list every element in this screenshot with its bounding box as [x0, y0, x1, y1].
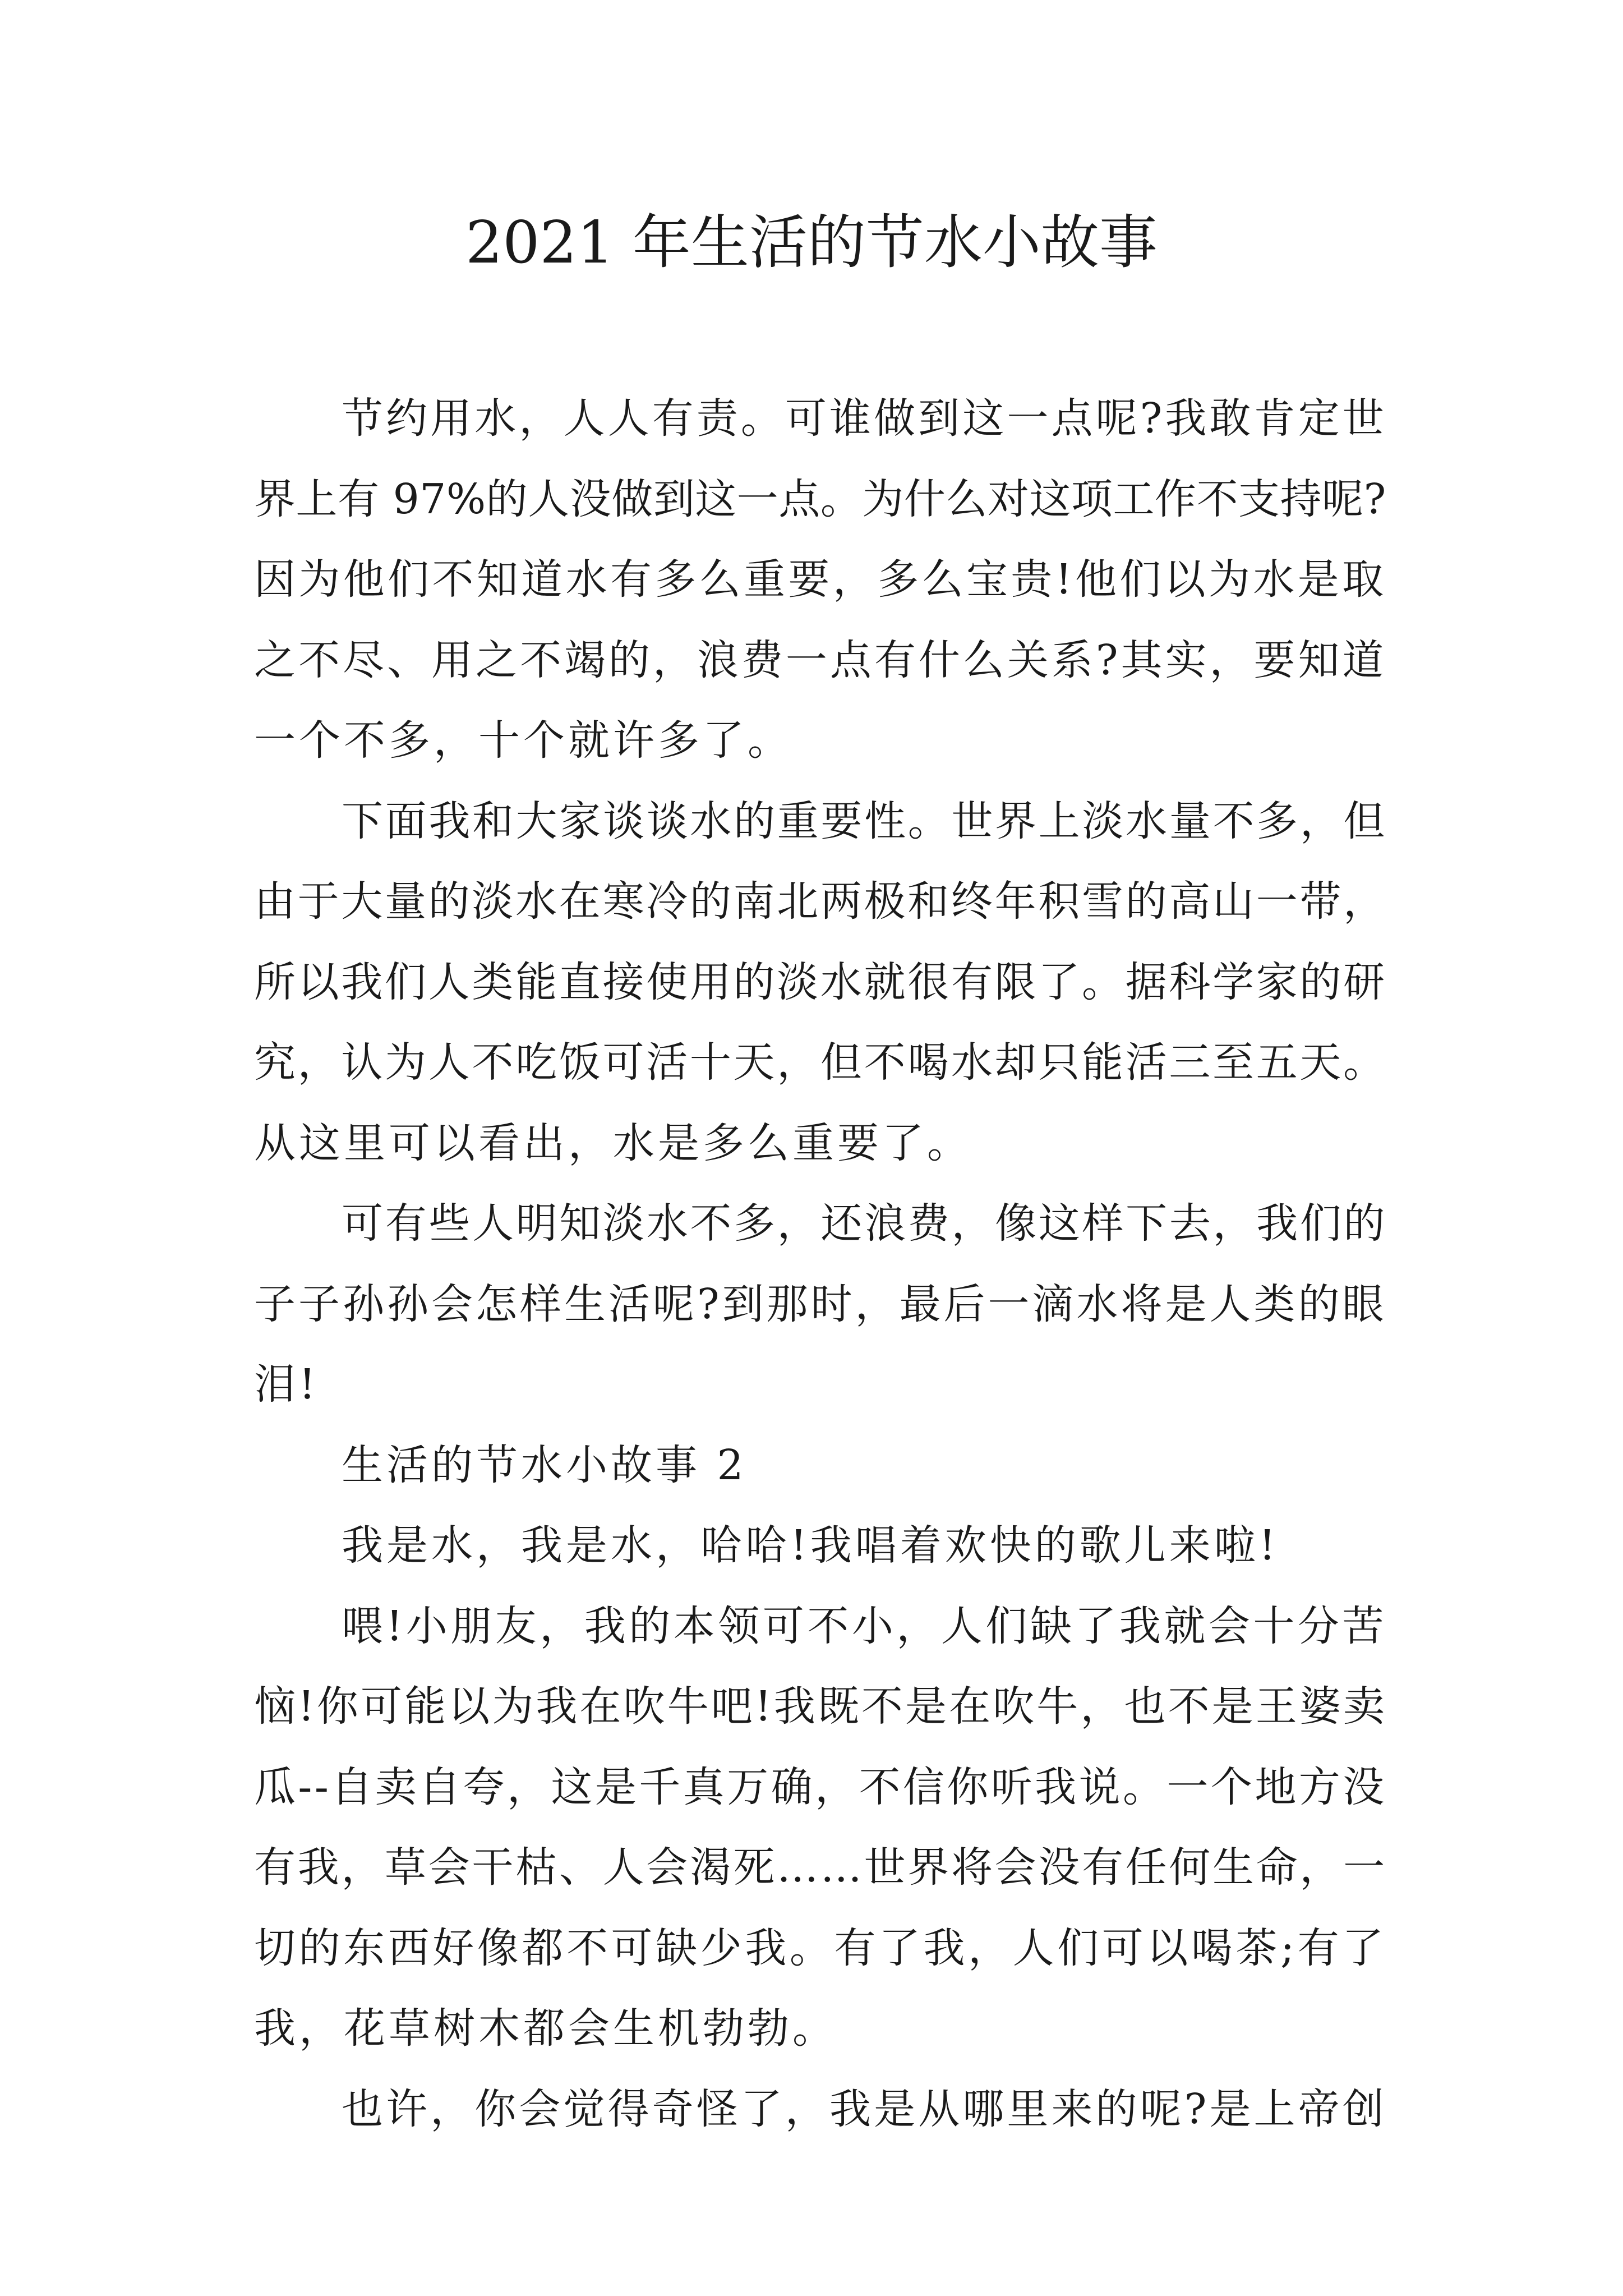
text-line: 由于大量的淡水在寒冷的南北两极和终年积雪的高山一带，: [254, 877, 1387, 926]
text-line: 生活的节水小故事 2: [342, 1441, 747, 1489]
document-body: [254, 379, 1390, 2150]
text-line: 究，认为人不吃饭可活十天，但不喝水却只能活三至五天。: [254, 1038, 1387, 1087]
text-line: 我，花草树木都会生机勃勃。: [254, 2004, 837, 2053]
text-line: 下面我和大家谈谈水的重要性。世界上淡水量不多，但: [342, 797, 1387, 845]
text-line: 之不尽、用之不竭的，浪费一点有什么关系?其实，要知道: [254, 636, 1387, 684]
text-line: 界上有 97%的人没做到这一点。为什么对这项工作不支持呢?: [254, 475, 1386, 523]
text-line: 恼!你可能以为我在吹牛吧!我既不是在吹牛，也不是王婆卖: [254, 1682, 1387, 1731]
text-line: 一个不多，十个就许多了。: [254, 716, 792, 765]
text-line: 节约用水，人人有责。可谁做到这一点呢?我敢肯定世: [342, 394, 1387, 443]
text-line: 从这里可以看出，水是多么重要了。: [254, 1119, 972, 1167]
text-line: 瓜--自卖自夸，这是千真万确，不信你听我说。一个地方没: [254, 1763, 1387, 1811]
text-line: 可有些人明知淡水不多，还浪费，像这样下去，我们的: [342, 1199, 1387, 1248]
text-line: 我是水，我是水，哈哈!我唱着欢快的歌儿来啦!: [342, 1521, 1279, 1570]
text-line: 切的东西好像都不可缺少我。有了我，人们可以喝茶;有了: [254, 1924, 1387, 1972]
text-line: 也许，你会觉得奇怪了，我是从哪里来的呢?是上帝创: [342, 2085, 1387, 2133]
text-line: 子子孙孙会怎样生活呢?到那时，最后一滴水将是人类的眼: [254, 1280, 1387, 1328]
text-line: 喂!小朋友，我的本领可不小，人们缺了我就会十分苦: [342, 1602, 1387, 1650]
text-line: 所以我们人类能直接使用的淡水就很有限了。据科学家的研: [254, 958, 1387, 1006]
text-line: 泪!: [254, 1360, 319, 1409]
document-title: 2021 年生活的节水小故事: [465, 208, 1158, 277]
text-line: 因为他们不知道水有多么重要，多么宝贵!他们以为水是取: [254, 555, 1387, 604]
text-line: 有我，草会干枯、人会渴死……世界将会没有任何生命，一: [254, 1843, 1387, 1892]
